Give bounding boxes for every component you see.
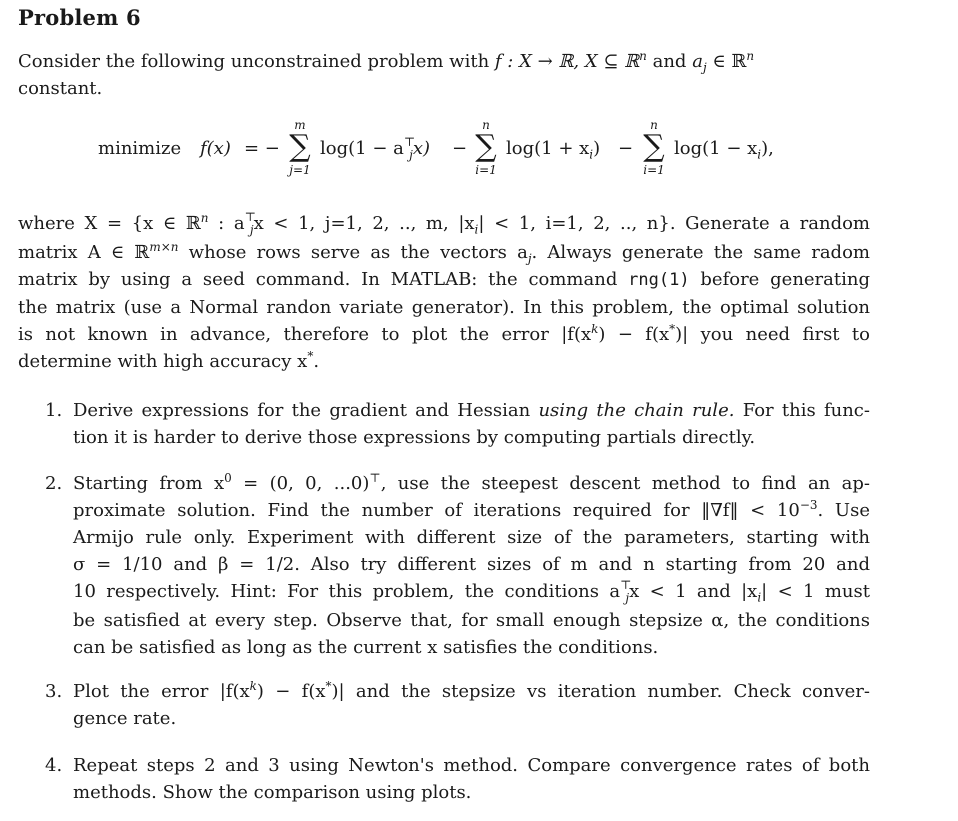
sum-3: n ∑ i=1 — [643, 118, 665, 177]
item-body: Plot the error $|f(x^k) - f(x^*)|$ and the stepsize vs iteration number. Check conver- gence rate. — [73, 679, 870, 729]
f-of-x: f(x) — [200, 138, 231, 159]
rng-code: rng(1) — [628, 270, 690, 290]
item-body: Starting from $x^0 = (0$, 0, ...0)⊤, use the steepest descent method to find an ap- proximate solution. Find the number of iterations required for ‖∇f‖ < $10^{-3}$. Use Armijo rule only. Experiment with different size of the parameters, starting with σ = 1/10 and β = 1/2. Also try different sizes of m and n starting from 20 and 10 respectively. Hint: For this problem, the conditions $a^⊤_jx < 1$ and $|x_i| < 1$ must be satisfied at every step. Observe that, for small enough stepsize α, the conditions can be satisfied as long as the current x satisfies the conditions. — [73, 471, 870, 658]
where-line-4: the matrix (use a Normal randon variate generator). In this problem, the optimal solution — [18, 297, 870, 318]
item-body: Repeat steps 2 and 3 using Newton's method. Compare convergence rates of both methods. Show the comparison using plots. — [73, 755, 870, 803]
where-line-5: is not known in advance, therefore to plot the error $|f(x^k) - f(x^*)|$ you need first to — [18, 322, 871, 345]
sum-2: n ∑ i=1 — [475, 118, 497, 177]
intro-paragraph — [18, 48, 870, 102]
where-line-1: where X = {x ∈ ℝ$^n$ : $a^⊤_jx < 1$, j=1, 2, .., m, $|x_i| < 1$, i=1, 2, .., n}. Generate a random — [18, 210, 870, 237]
minus-2: − — [618, 138, 634, 159]
item-number: 3. — [45, 681, 63, 702]
term-1: $\log(1 - a^⊤_jx)$ — [320, 135, 431, 162]
problem-title: Problem 6 — [18, 5, 141, 30]
item-number: 2. — [45, 473, 63, 494]
where-paragraph — [18, 210, 870, 375]
term-2: $\log(1 + x_i)$ — [506, 138, 601, 162]
intro-line-1: Consider the following unconstrained problem with f : X → ℝ, X ⊆ ℝ$^n$ and $a_j$ ∈ ℝ$^n$ — [18, 49, 755, 75]
term-3: $\log(1 - x_i)$, — [674, 138, 774, 162]
minimize-label: minimize — [98, 138, 182, 159]
equals-minus: = − — [244, 138, 280, 159]
intro-line-2: constant. — [18, 78, 103, 99]
where-line-2: matrix A ∈ ℝ$^{m\times n}$ whose rows serve as the vectors $a_j$. Always generate the same radom — [18, 240, 870, 266]
where-line-3: matrix by using a seed command. In MATLAB: the command rng(1) before generating — [18, 269, 870, 290]
item-number: 1. — [45, 400, 63, 421]
sum-1: m ∑ j=1 — [289, 118, 311, 177]
minus-1: − — [452, 138, 468, 159]
where-line-6: determine with high accuracy x*. — [18, 349, 320, 372]
item-body: Derive expressions for the gradient and Hessian using the chain rule. For this func- tion it is harder to derive those expressions by computing partials directly. — [73, 400, 870, 448]
item-number: 4. — [45, 755, 63, 776]
